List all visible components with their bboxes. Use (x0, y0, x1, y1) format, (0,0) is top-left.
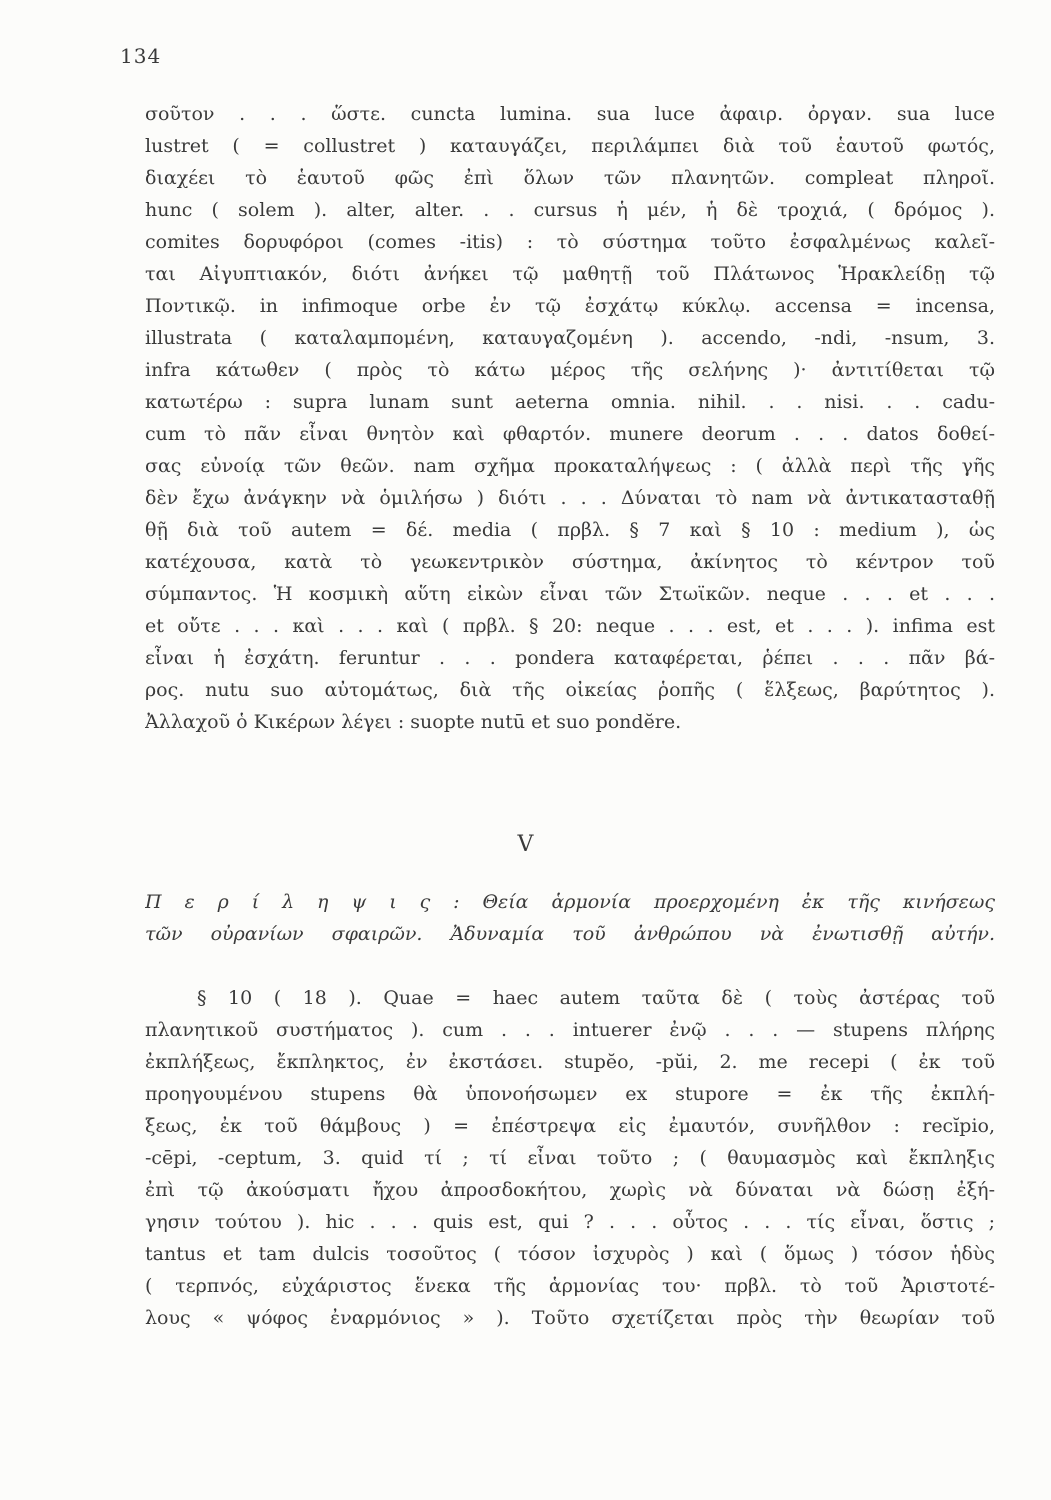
text-line: -cēpi, -ceptum, 3. quid τί ; τί εἶναι τοῦτο ; ( θαυμασμὸς καὶ ἔκπληξις (145, 1147, 995, 1169)
text-line: infra κάτωθεν ( πρὸς τὸ κάτω μέρος τῆς σελήνης )· ἀντιτίθεται τῷ (145, 359, 995, 381)
text-line: ἐκπλήξεως, ἔκπληκτος, ἐν ἐκστάσει. stupĕo, -pŭi, 2. me recepi ( ἐκ τοῦ (145, 1051, 995, 1073)
text-line: λους « ψόφος ἐναρμόνιος » ). Τοῦτο σχετίζεται πρὸς τὴν θεωρίαν τοῦ (145, 1307, 995, 1329)
page-number: 134 (120, 44, 162, 68)
summary-line: Π ε ρ ί λ η ψ ι ς : Θεία ἁρμονία προερχομένη ἐκ τῆς κινήσεως (145, 891, 995, 913)
text-line: Ποντικῷ. in infimoque orbe ἐν τῷ ἐσχάτῳ κύκλῳ. accensa = incensa, (145, 295, 995, 317)
text-line: πλανητικοῦ συστήματος ). cum . . . intuerer ἐνῷ . . . — stupens πλήρης (145, 1019, 995, 1041)
commentary-part-2 (145, 982, 995, 1334)
text-line: διαχέει τὸ ἑαυτοῦ φῶς ἐπὶ ὅλων τῶν πλανητῶν. compleat πληροῖ. (145, 167, 995, 189)
text-line: illustrata ( καταλαμπομένη, καταυγαζομένη ). accendo, -ndi, -nsum, 3. (145, 327, 995, 349)
text-line: δὲν ἔχω ἀνάγκην νὰ ὁμιλήσω ) διότι . . . Δύναται τὸ nam νὰ ἀντικατασταθῇ (145, 487, 995, 509)
text-line: hunc ( solem ). alter, alter. . . cursus ἡ μέν, ἡ δὲ τροχιά, ( δρόμος ). (145, 199, 995, 221)
text-line: κατωτέρω : supra lunam sunt aeterna omnia. nihil. . . nisi. . . cadu- (145, 391, 995, 413)
text-line: lustret ( = collustret ) καταυγάζει, περιλάμπει διὰ τοῦ ἑαυτοῦ φωτός, (145, 135, 995, 157)
text-line: σας εὐνοίᾳ τῶν θεῶν. nam σχῆμα προκαταλήψεως : ( ἀλλὰ περὶ τῆς γῆς (145, 455, 995, 477)
text-line: § 10 ( 18 ). Quae = haec autem ταῦτα δὲ ( τοὺς ἀστέρας τοῦ (197, 987, 995, 1009)
text-line: tantus et tam dulcis τοσοῦτος ( τόσον ἰσχυρὸς ) καὶ ( ὅμως ) τόσον ἡδὺς (145, 1243, 995, 1265)
text-line: θῇ διὰ τοῦ autem = δέ. media ( πρβλ. § 7 καὶ § 10 : medium ), ὡς (145, 519, 995, 541)
text-line: ἐπὶ τῷ ἀκούσματι ἤχου ἀπροσδοκήτου, χωρὶς νὰ δύναται νὰ δώσῃ ἐξή- (145, 1179, 995, 1201)
text-line: comites δορυφόροι (comes -itis) : τὸ σύστημα τοῦτο ἐσφαλμένως καλεῖ- (145, 231, 995, 253)
text-line: ( τερπνός, εὐχάριστος ἕνεκα τῆς ἁρμονίας του· πρβλ. τὸ τοῦ Ἀριστοτέ- (145, 1275, 995, 1297)
text-line: γησιν τούτου ). hic . . . quis est, qui ? . . . οὗτος . . . τίς εἶναι, ὅστις ; (145, 1211, 995, 1233)
section-summary (145, 886, 995, 950)
text-line: σύμπαντος. Ἡ κοσμικὴ αὕτη εἰκὼν εἶναι τῶν Στωϊκῶν. neque . . . et . . . (145, 583, 995, 605)
commentary-part-1 (145, 98, 995, 738)
section-number: V (517, 832, 534, 857)
text-line: εἶναι ἡ ἐσχάτη. feruntur . . . pondera καταφέρεται, ῥέπει . . . πᾶν βά- (145, 647, 995, 669)
text-line: ται Αἰγυπτιακόν, διότι ἀνήκει τῷ μαθητῇ τοῦ Πλάτωνος Ἡρακλείδῃ τῷ (145, 263, 995, 285)
text-line: ρος. nutu suo αὐτομάτως, διὰ τῆς οἰκείας ῥοπῆς ( ἕλξεως, βαρύτητος ). (145, 679, 995, 701)
text-line: προηγουμένου stupens θὰ ὑπονοήσωμεν ex stupore = ἐκ τῆς ἐκπλή- (145, 1083, 995, 1105)
text-line: et οὔτε . . . καὶ . . . καὶ ( πρβλ. § 20: neque . . . est, et . . . ). infima est (145, 615, 995, 637)
summary-line: τῶν οὐρανίων σφαιρῶν. Ἀδυναμία τοῦ ἀνθρώπου νὰ ἐνωτισθῇ αὐτήν. (145, 923, 995, 945)
text-line: σοῦτον . . . ὥστε. cuncta lumina. sua luce ἀφαιρ. ὀργαν. sua luce (145, 103, 995, 125)
text-line: Ἀλλαχοῦ ὁ Κικέρων λέγει : suopte nutū et suo pondĕre. (145, 711, 682, 733)
text-line: κατέχουσα, κατὰ τὸ γεωκεντρικὸν σύστημα, ἀκίνητος τὸ κέντρον τοῦ (145, 551, 995, 573)
text-line: cum τὸ πᾶν εἶναι θνητὸν καὶ φθαρτόν. munere deorum . . . datos δοθεί- (145, 423, 995, 445)
text-line: ξεως, ἐκ τοῦ θάμβους ) = ἐπέστρεψα εἰς ἐμαυτόν, συνῆλθον : recĭpio, (145, 1115, 995, 1137)
